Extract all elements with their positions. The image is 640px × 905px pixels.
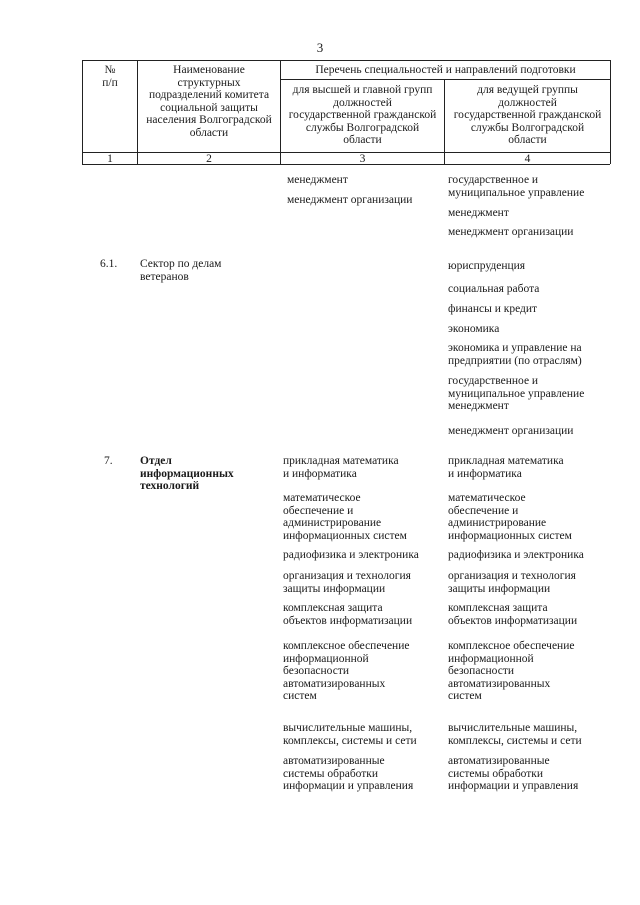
sec7-c3-item: прикладная математика и информатика bbox=[283, 455, 399, 480]
sec61-c4-item: юриспруденция bbox=[448, 260, 526, 272]
sec7-c4-item: автоматизированные системы обработки информации и управления bbox=[448, 755, 579, 792]
col-index-4: 4 bbox=[524, 153, 531, 165]
sec61-c4-item: государственное и муниципальное управление менеджмент bbox=[448, 375, 585, 412]
col-index-2: 2 bbox=[206, 153, 212, 165]
header-unit-name: Наименование структурных подразделений комитета социальной защиты населения Волгоградской области bbox=[146, 64, 272, 139]
sec7-c4-item: радиофизика и электроника bbox=[448, 549, 584, 561]
sec7-c4-item: организация и технология защиты информации bbox=[448, 570, 576, 595]
sec61-c4-item: менеджмент организации bbox=[448, 425, 574, 437]
sec7-unit-name: Отдел информационных технологий bbox=[140, 455, 234, 492]
cont-c4-item: менеджмент bbox=[448, 207, 509, 219]
cont-c3-item: менеджмент bbox=[287, 174, 348, 186]
sec7-number: 7. bbox=[104, 455, 113, 467]
sec61-number: 6.1. bbox=[100, 258, 118, 270]
sec7-c4-item: комплексная защита объектов информатизации bbox=[448, 602, 578, 627]
header-lead-group: для ведущей группы должностей государственной гражданской службы Волгоградской области bbox=[453, 84, 602, 146]
cont-c4-item: государственное и муниципальное управление bbox=[448, 174, 585, 199]
col-index-1: 1 bbox=[107, 153, 113, 165]
sec7-c4-item: прикладная математика и информатика bbox=[448, 455, 564, 480]
sec7-c3-item: вычислительные машины, комплексы, системы и сети bbox=[283, 722, 417, 747]
sec7-c3-item: комплексная защита объектов информатизации bbox=[283, 602, 413, 627]
header-num: № п/п bbox=[102, 64, 118, 89]
sec7-c3-item: организация и технология защиты информации bbox=[283, 570, 411, 595]
sec61-c4-item: финансы и кредит bbox=[448, 303, 538, 315]
sec7-c4-item: комплексное обеспечение информационной безопасности автоматизированных систем bbox=[448, 640, 575, 702]
sec7-c4-item: вычислительные машины, комплексы, системы и сети bbox=[448, 722, 582, 747]
sec7-c3-item: автоматизированные системы обработки информации и управления bbox=[283, 755, 414, 792]
cont-c3-item: менеджмент организации bbox=[287, 194, 413, 206]
header-specialties: Перечень специальностей и направлений подготовки bbox=[315, 64, 576, 76]
sec7-c3-item: математическое обеспечение и администрирование информационных систем bbox=[283, 492, 407, 542]
header-senior-groups: для высшей и главной групп должностей государственной гражданской службы Волгоградской области bbox=[288, 84, 437, 146]
sec61-unit-name: Сектор по делам ветеранов bbox=[140, 258, 222, 283]
sec7-c3-item: радиофизика и электроника bbox=[283, 549, 419, 561]
sec7-c4-item: математическое обеспечение и администрирование информационных систем bbox=[448, 492, 572, 542]
sec61-c4-item: экономика и управление на предприятии (по отраслям) bbox=[448, 342, 582, 367]
col-index-3: 3 bbox=[359, 153, 366, 165]
sec61-c4-item: экономика bbox=[448, 323, 500, 335]
sec61-c4-item: социальная работа bbox=[448, 283, 540, 295]
cont-c4-item: менеджмент организации bbox=[448, 226, 574, 238]
page-number: 3 bbox=[316, 40, 324, 55]
sec7-c3-item: комплексное обеспечение информационной безопасности автоматизированных систем bbox=[283, 640, 410, 702]
